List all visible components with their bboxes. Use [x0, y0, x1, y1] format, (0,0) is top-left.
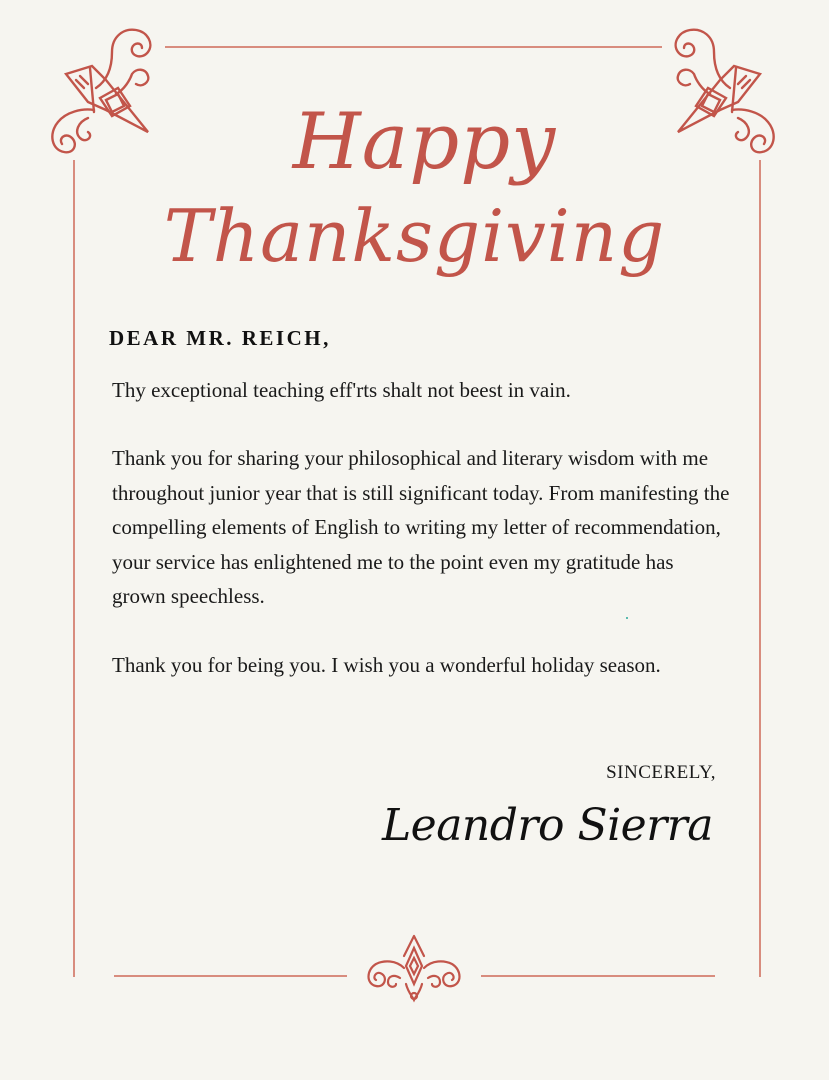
salutation: DEAR MR. REICH, [109, 326, 331, 350]
signature: Leandro Sierra [381, 800, 713, 851]
paragraph: Thank you for being you. I wish you a wonderful holiday season. [112, 653, 661, 677]
closing: SINCERELY, [606, 762, 716, 783]
paragraph: Thank you for sharing your philosophical and literary wisdom with me throughout junior year that is still significant today. From manifesting the compelling elements of English to writing my letter of recommendation, your service has enlightened me to the point even my gratitude has grown speechless. [112, 446, 730, 608]
border-top-line [165, 46, 662, 48]
border-bottom-left-line [114, 975, 347, 977]
paragraph: Thy exceptional teaching eff'rts shalt not beest in vain. [112, 378, 571, 402]
title-thanksgiving: Thanksgiving [163, 194, 666, 278]
bottom-center-flourish-icon [360, 934, 468, 1004]
border-bottom-right-line [481, 975, 715, 977]
stray-dot [626, 617, 628, 619]
title-happy: Happy [292, 97, 557, 187]
